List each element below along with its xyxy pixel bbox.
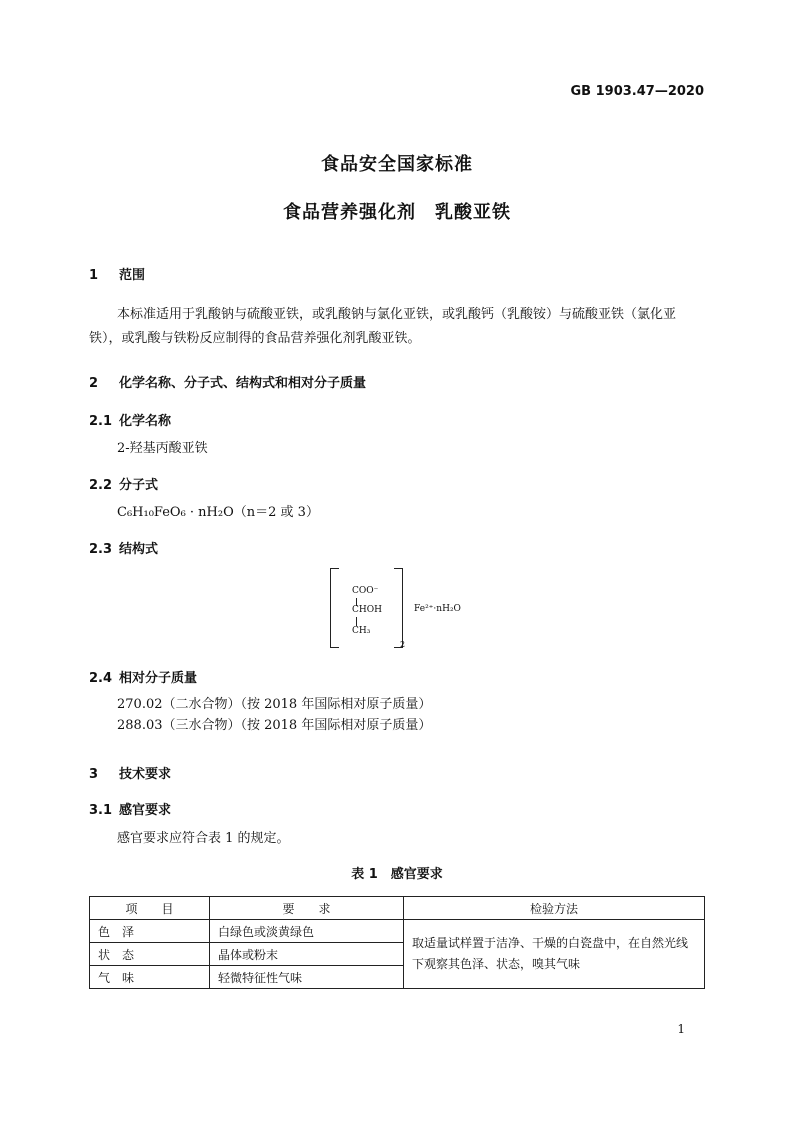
- section-2-3-heading: [89, 538, 158, 557]
- section-title: 相对分子质量: [119, 671, 198, 686]
- section-number: 2.1: [89, 414, 113, 429]
- section-title: 范围: [119, 268, 146, 283]
- section-2-heading: [89, 372, 366, 391]
- section-title: 技术要求: [119, 767, 172, 782]
- row-requirement: 白绿色或淡黄绿色: [210, 920, 404, 943]
- section-2-1-heading: [89, 410, 171, 429]
- sensory-requirements-table: [89, 896, 705, 989]
- column-header-requirement: 要 求: [210, 897, 404, 920]
- left-bracket: [330, 568, 339, 648]
- column-header-item: 项 目: [90, 897, 210, 920]
- document-subtitle: 食品营养强化剂 乳酸亚铁: [283, 202, 511, 223]
- section-number: 2.2: [89, 478, 113, 493]
- section-number: 3: [89, 767, 99, 782]
- section-number: 2.3: [89, 542, 113, 557]
- section-2-4-heading: [89, 667, 197, 686]
- section-title: 分子式: [119, 478, 159, 493]
- section-3-1-heading: [89, 799, 171, 818]
- section-number: 2.4: [89, 671, 113, 686]
- standard-code: GB 1903.47—2020: [570, 84, 704, 99]
- section-title: 结构式: [119, 542, 159, 557]
- sensory-intro: 感官要求应符合表 1 的规定。: [117, 831, 290, 846]
- column-header-method: 检验方法: [404, 897, 705, 920]
- molecular-formula: C₆H₁₀FeO₆ · nH₂O（n＝2 或 3）: [117, 505, 319, 520]
- section-number: 2: [89, 376, 99, 391]
- structural-formula: [330, 568, 470, 650]
- table-caption: 表 1 感官要求: [351, 867, 443, 882]
- section-3-heading: [89, 763, 171, 782]
- methyl-group: CH₃: [352, 626, 371, 636]
- row-item: 色 泽: [90, 920, 210, 943]
- iron-ion-hydrate: Fe²⁺·nH₂O: [414, 604, 461, 614]
- section-title: 化学名称: [119, 414, 172, 429]
- mass-trihydrate: 288.03（三水合物）（按 2018 年国际相对原子质量）: [117, 718, 432, 733]
- subscript-count: 2: [400, 640, 406, 649]
- section-title: 感官要求: [119, 803, 172, 818]
- section-number: 1: [89, 268, 99, 283]
- scope-line-1: 本标准适用于乳酸钠与硫酸亚铁，或乳酸钠与氯化亚铁，或乳酸钙（乳酸铵）与硫酸亚铁（氯化亚: [117, 307, 677, 322]
- row-requirement: 轻微特征性气味: [210, 966, 404, 989]
- hydroxyl-group: CHOH: [352, 605, 382, 615]
- section-number: 3.1: [89, 803, 113, 818]
- row-item: 状 态: [90, 943, 210, 966]
- page-number: 1: [677, 1022, 685, 1036]
- table-row: [90, 920, 705, 943]
- row-requirement: 晶体或粉末: [210, 943, 404, 966]
- carboxylate-group: COO⁻: [352, 586, 379, 596]
- mass-dihydrate: 270.02（二水合物）（按 2018 年国际相对原子质量）: [117, 697, 432, 712]
- section-2-2-heading: [89, 474, 158, 493]
- test-method: 取适量试样置于洁净、干燥的白瓷盘中，在自然光线下观察其色泽、状态，嗅其气味: [404, 920, 705, 989]
- bond-line: [356, 617, 357, 626]
- document-title: 食品安全国家标准: [321, 154, 473, 175]
- chemical-name: 2-羟基丙酸亚铁: [117, 441, 208, 456]
- table-header-row: [90, 897, 705, 920]
- scope-line-2: 铁），或乳酸与铁粉反应制得的食品营养强化剂乳酸亚铁。: [89, 331, 421, 346]
- row-item: 气 味: [90, 966, 210, 989]
- section-1-heading: [89, 264, 145, 283]
- right-bracket: [394, 568, 406, 649]
- section-title: 化学名称、分子式、结构式和相对分子质量: [119, 376, 367, 391]
